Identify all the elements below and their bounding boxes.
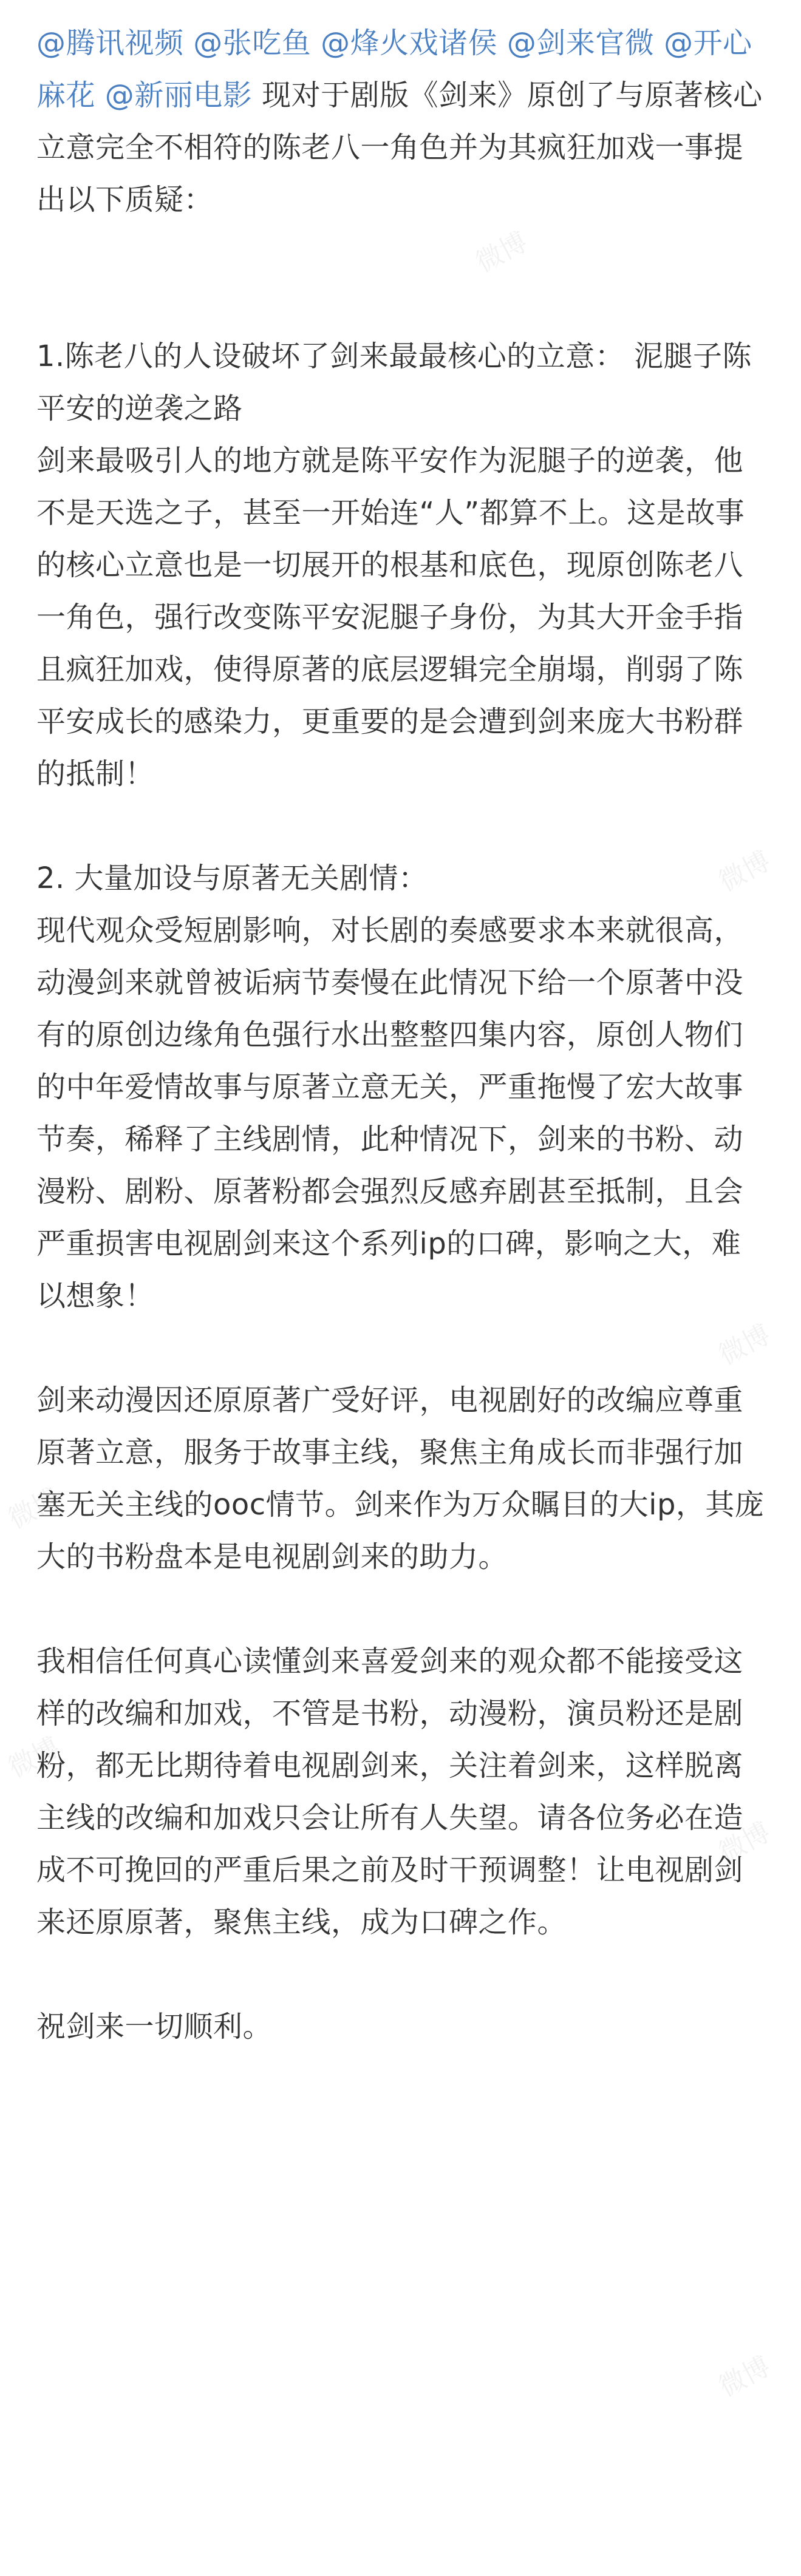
mention-zhang-chi-yu[interactable]: @张吃鱼 bbox=[193, 26, 312, 60]
paragraph-adaptation: 剑来动漫因还原原著广受好评，电视剧好的改编应尊重原著立意，服务于故事主线，聚焦主角成长而非强行加塞无关主线的ooc情节。剑来作为万众瞩目的大ip，其庞大的书粉盘本是电视剧剑来的助力。 bbox=[36, 1383, 765, 1574]
weibo-watermark: 微博 bbox=[471, 226, 533, 279]
weibo-watermark: 微博 bbox=[3, 1482, 65, 1536]
mention-fenghuo-xizhuhou[interactable]: @烽火戏诸侯 bbox=[321, 26, 498, 60]
paragraph-gap bbox=[36, 1583, 765, 1635]
weibo-watermark: 微博 bbox=[714, 1816, 775, 1869]
weibo-post-body bbox=[36, 17, 765, 2053]
intro-text: 现对于剧版《剑来》原创了与原著核心立意完全不相符的陈老八一角色并为其疯狂加戏一事提出以下质疑： bbox=[36, 78, 763, 217]
paragraph-gap bbox=[36, 226, 765, 330]
section2-heading: 2. 大量加设与原著无关剧情： bbox=[36, 861, 428, 895]
mention-kaixin-mahua[interactable]: @开心麻花 bbox=[36, 26, 752, 112]
intro-paragraph bbox=[36, 17, 765, 226]
closing-line: 祝剑来一切顺利。 bbox=[36, 2010, 273, 2044]
section2-body: 现代观众受短剧影响，对长剧的奏感要求本来就很高，动漫剑来就曾被诟病节奏慢在此情况下给一个原著中没有的原创边缘角色强行水出整整四集内容，原创人物们的中年爱情故事与原著立意无关，严重拖慢了宏大故事节奏，稀释了主线剧情，此种情况下，剑来的书粉、动漫粉、剧粉、原著粉都会强烈反感弃剧甚至抵制，且会严重损害电视剧剑来这个系列ip的口碑，影响之大，难以想象！ bbox=[36, 913, 744, 1313]
weibo-watermark: 微博 bbox=[714, 1318, 775, 1372]
section1-body: 剑来最吸引人的地方就是陈平安作为泥腿子的逆袭，他不是天选之子，甚至一开始连“人”都算不上。这是故事的核心立意也是一切展开的根基和底色，现原创陈老八一角色，强行改变陈平安泥腿子身份，为其大开金手指且疯狂加戏，使得原著的底层逻辑完全崩塌，削弱了陈平安成长的感染力，更重要的是会遭到剑来庞大书粉群的抵制！ bbox=[36, 444, 745, 791]
paragraph-gap bbox=[36, 1322, 765, 1374]
paragraph-gap bbox=[36, 800, 765, 852]
paragraph-gap bbox=[36, 1948, 765, 2001]
weibo-watermark: 微博 bbox=[714, 845, 775, 898]
weibo-watermark: 微博 bbox=[3, 1731, 65, 1785]
mention-xinli-film[interactable]: @新丽电影 bbox=[104, 78, 253, 112]
weibo-watermark: 微博 bbox=[714, 2350, 775, 2404]
mention-tencent-video[interactable]: @腾讯视频 bbox=[36, 26, 184, 60]
section1-heading: 1.陈老八的人设破坏了剑来最最核心的立意： 泥腿子陈平安的逆袭之路 bbox=[36, 339, 752, 425]
paragraph-appeal: 我相信任何真心读懂剑来喜爱剑来的观众都不能接受这样的改编和加戏，不管是书粉，动漫粉，演员粉还是剧粉，都无比期待着电视剧剑来，关注着剑来，这样脱离主线的改编和加戏只会让所有人失望。请各位务必在造成不可挽回的严重后果之前及时干预调整！让电视剧剑来还原原著，聚焦主线，成为口碑之作。 bbox=[36, 1644, 744, 1939]
mention-jianlai-official[interactable]: @剑来官微 bbox=[506, 26, 655, 60]
